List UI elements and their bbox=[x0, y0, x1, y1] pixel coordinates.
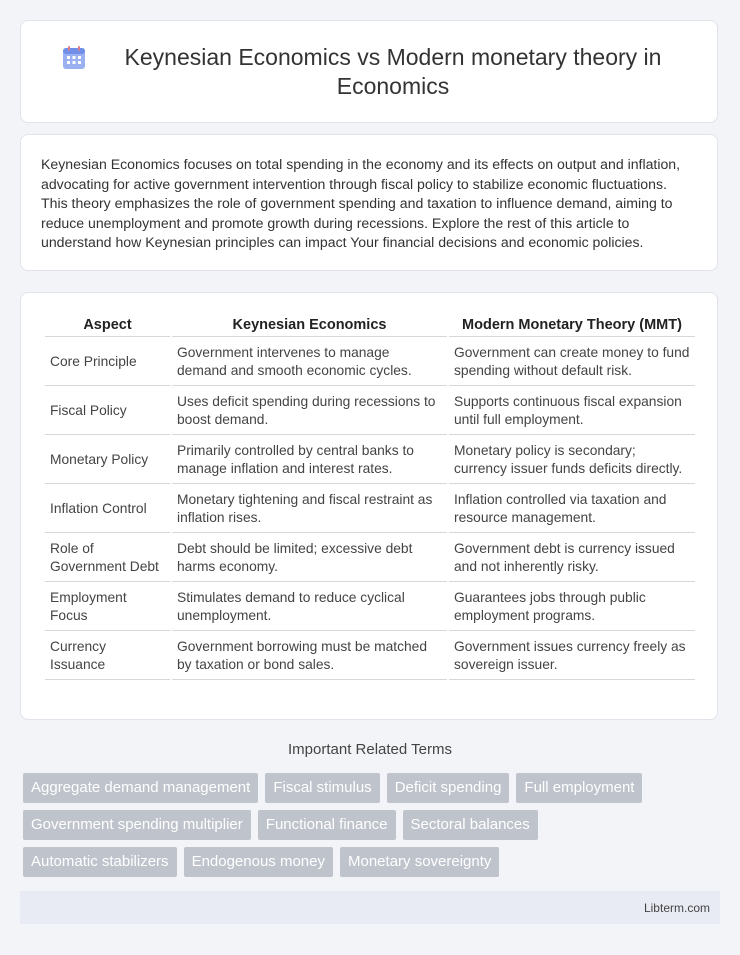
tag-monetary-sovereignty[interactable]: Monetary sovereignty bbox=[340, 847, 499, 877]
title-card bbox=[20, 20, 718, 123]
row-mmt: Inflation controlled via taxation and resource management. bbox=[449, 484, 695, 533]
row-aspect: Employment Focus bbox=[45, 582, 170, 631]
intro-card bbox=[20, 134, 718, 271]
tag-functional-finance[interactable]: Functional finance bbox=[258, 810, 396, 840]
table-row bbox=[45, 484, 695, 533]
table-row bbox=[45, 435, 695, 484]
row-keynesian: Primarily controlled by central banks to manage inflation and interest rates. bbox=[172, 435, 447, 484]
row-keynesian: Stimulates demand to reduce cyclical unemployment. bbox=[172, 582, 447, 631]
header-aspect: Aspect bbox=[45, 313, 170, 337]
row-aspect: Currency Issuance bbox=[45, 631, 170, 680]
row-aspect: Role of Government Debt bbox=[45, 533, 170, 582]
row-keynesian: Debt should be limited; excessive debt harms economy. bbox=[172, 533, 447, 582]
row-mmt: Supports continuous fiscal expansion until full employment. bbox=[449, 386, 695, 435]
row-aspect: Core Principle bbox=[45, 337, 170, 386]
row-keynesian: Monetary tightening and fiscal restraint as inflation rises. bbox=[172, 484, 447, 533]
tag-deficit-spending[interactable]: Deficit spending bbox=[387, 773, 510, 803]
row-aspect: Monetary Policy bbox=[45, 435, 170, 484]
comparison-table bbox=[43, 313, 697, 680]
comparison-card bbox=[20, 292, 718, 720]
tag-full-employment[interactable]: Full employment bbox=[516, 773, 642, 803]
tag-row bbox=[23, 847, 723, 877]
header-keynesian: Keynesian Economics bbox=[172, 313, 447, 337]
tag-row bbox=[23, 810, 723, 840]
row-mmt: Guarantees jobs through public employment programs. bbox=[449, 582, 695, 631]
tag-automatic-stabilizers[interactable]: Automatic stabilizers bbox=[23, 847, 177, 877]
row-keynesian: Uses deficit spending during recessions to boost demand. bbox=[172, 386, 447, 435]
table-row bbox=[45, 337, 695, 386]
intro-paragraph: Keynesian Economics focuses on total spending in the economy and its effects on output and inflation, advocating for active government intervention through fiscal policy to stabilize economic fluctuations. This theory emphasizes the role of government spending and taxation to influence demand, aiming to reduce unemployment and promote growth during recessions. Explore the rest of this article to understand how Keynesian principles can impact Your financial decisions and economic policies. bbox=[41, 156, 681, 250]
tag-endogenous-money[interactable]: Endogenous money bbox=[184, 847, 333, 877]
row-mmt: Government debt is currency issued and not inherently risky. bbox=[449, 533, 695, 582]
table-row bbox=[45, 533, 695, 582]
row-keynesian: Government borrowing must be matched by taxation or bond sales. bbox=[172, 631, 447, 680]
row-mmt: Monetary policy is secondary; currency issuer funds deficits directly. bbox=[449, 435, 695, 484]
footer-brand-link[interactable]: Libterm.com bbox=[643, 901, 710, 915]
row-keynesian: Government intervenes to manage demand and smooth economic cycles. bbox=[172, 337, 447, 386]
row-aspect: Inflation Control bbox=[45, 484, 170, 533]
tag-government-spending-multiplier[interactable]: Government spending multiplier bbox=[23, 810, 251, 840]
tag-sectoral-balances[interactable]: Sectoral balances bbox=[403, 810, 538, 840]
calendar-icon bbox=[61, 45, 87, 71]
row-mmt: Government can create money to fund spending without default risk. bbox=[449, 337, 695, 386]
footer bbox=[20, 891, 720, 924]
header-mmt: Modern Monetary Theory (MMT) bbox=[449, 313, 695, 337]
related-terms bbox=[23, 773, 723, 884]
related-terms-title: Important Related Terms bbox=[288, 741, 452, 758]
table-row bbox=[45, 582, 695, 631]
row-aspect: Fiscal Policy bbox=[45, 386, 170, 435]
page-title: Keynesian Economics vs Modern monetary theory in Economics bbox=[124, 43, 662, 99]
table-row bbox=[45, 386, 695, 435]
tag-aggregate-demand-management[interactable]: Aggregate demand management bbox=[23, 773, 258, 803]
tag-fiscal-stimulus[interactable]: Fiscal stimulus bbox=[265, 773, 379, 803]
table-row bbox=[45, 631, 695, 680]
tag-row bbox=[23, 773, 723, 803]
row-mmt: Government issues currency freely as sovereign issuer. bbox=[449, 631, 695, 680]
table-header-row bbox=[45, 313, 695, 337]
